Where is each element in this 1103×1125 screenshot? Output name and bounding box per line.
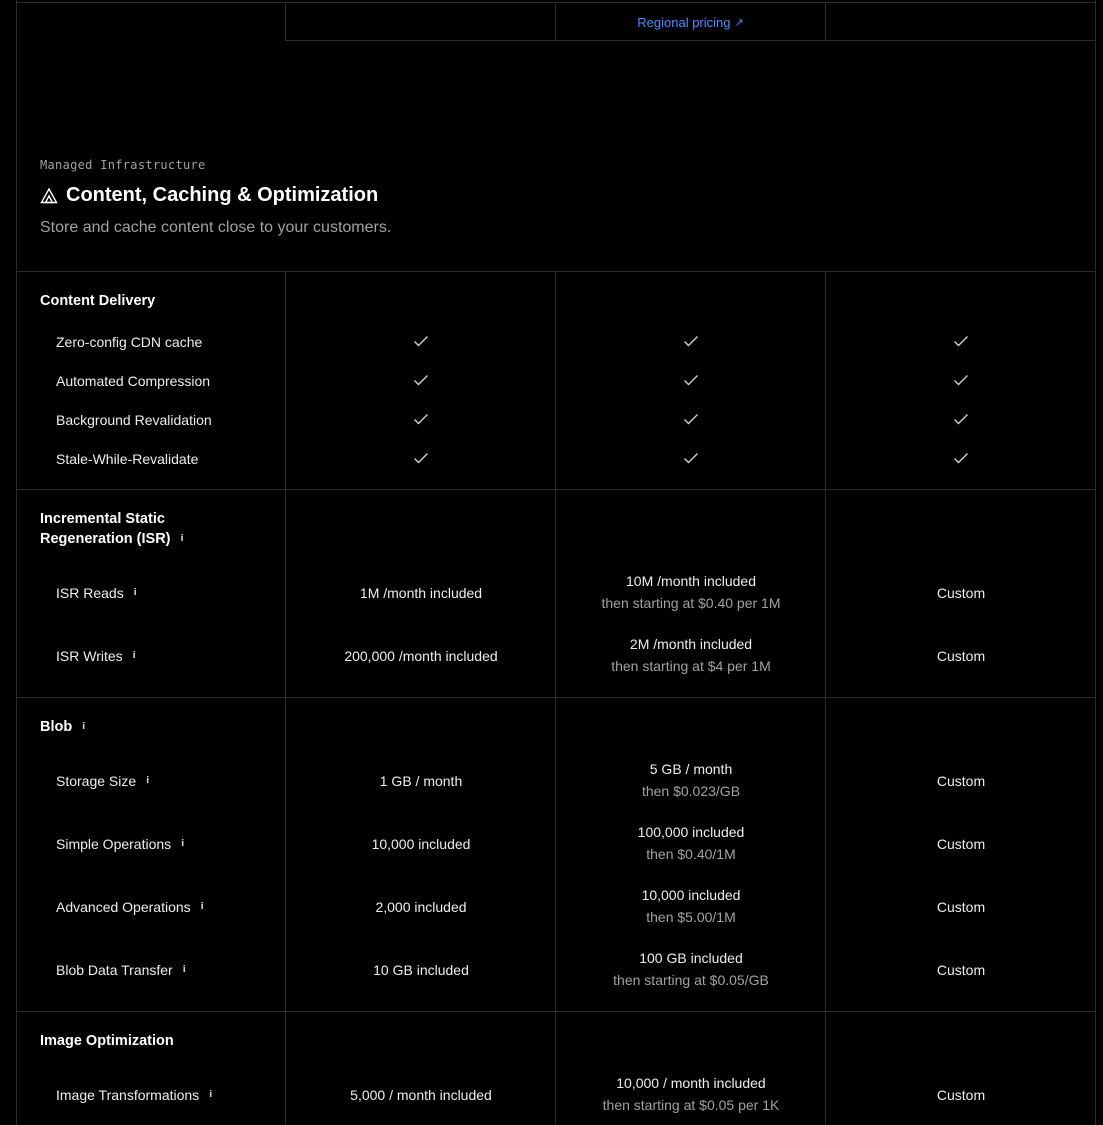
plan-header-strip [285, 2, 1096, 41]
plan-value: Custom [936, 962, 986, 978]
plan-value: 1M /month included [359, 585, 483, 601]
info-icon[interactable]: i [78, 722, 89, 733]
plan-value-main: 2M /month included [629, 636, 753, 652]
header-divider [16, 2, 286, 3]
check-icon [556, 451, 826, 467]
triangle-shapes-icon [40, 187, 58, 205]
plan-value [556, 950, 826, 988]
feature-label-text: Simple Operations [56, 836, 172, 852]
plan-value [556, 761, 826, 799]
arrow-up-right-icon: ↗ [734, 16, 744, 29]
info-icon[interactable]: i [197, 902, 208, 913]
section-title [40, 717, 89, 737]
page-title-text: Content, Caching & Optimization [66, 184, 379, 206]
feature-label-text: Blob Data Transfer [56, 962, 173, 978]
info-icon[interactable]: i [142, 776, 153, 787]
check-icon [556, 412, 826, 428]
plan-value [556, 573, 826, 611]
check-icon [286, 334, 556, 350]
page-subtitle: Store and cache content close to your customers. [40, 219, 392, 236]
section-blob [16, 697, 1096, 1012]
info-icon[interactable]: i [129, 651, 140, 662]
eyebrow-label: Managed Infrastructure [40, 158, 206, 172]
feature-label-text: Storage Size [56, 773, 137, 789]
plan-value-main: 10,000 included [641, 887, 741, 903]
feature-label: Background Revalidation [56, 412, 212, 428]
plan-value: 200,000 /month included [344, 648, 498, 664]
plan-value: Custom [936, 1087, 986, 1103]
plan-value-main: 10M /month included [626, 573, 756, 589]
info-icon[interactable]: i [205, 1090, 216, 1101]
plan-value-overage: then $5.00/1M [646, 909, 736, 925]
plan-value: 5,000 / month included [350, 1087, 492, 1103]
section-content-delivery [16, 271, 1096, 490]
check-icon [556, 334, 826, 350]
plan-value [556, 636, 826, 674]
plan-value: Custom [936, 648, 986, 664]
plan-value: Custom [936, 585, 986, 601]
feature-label: Stale-While-Revalidate [56, 451, 199, 467]
info-icon[interactable]: i [179, 965, 190, 976]
plan-value: 10 GB included [373, 962, 469, 978]
section-title-line-1: Incremental Static [40, 511, 165, 527]
feature-label-text: ISR Writes [56, 648, 123, 664]
check-icon [826, 373, 1096, 389]
plan-value: 2,000 included [375, 899, 467, 915]
column-divider [285, 1012, 286, 1125]
section-title-text: Blob [40, 719, 73, 735]
plan-value-overage: then starting at $4 per 1M [611, 658, 771, 674]
feature-label-text: Advanced Operations [56, 899, 191, 915]
feature-label [56, 1087, 216, 1103]
plan-header-col-1 [285, 3, 555, 41]
plan-value-main: 5 GB / month [649, 761, 733, 777]
check-icon [556, 373, 826, 389]
plan-value-overage: then $0.023/GB [641, 783, 741, 799]
info-icon[interactable]: i [177, 534, 188, 545]
feature-label [56, 773, 153, 789]
section-intro [40, 158, 391, 237]
plan-value [556, 824, 826, 862]
check-icon [286, 412, 556, 428]
feature-label [56, 962, 190, 978]
feature-label [56, 836, 188, 852]
plan-header-col-2 [555, 3, 825, 41]
feature-label-text: ISR Reads [56, 585, 124, 601]
plan-value-main: 100,000 included [637, 824, 745, 840]
plan-value-overage: then starting at $0.40 per 1M [601, 595, 781, 611]
info-icon[interactable]: i [130, 588, 141, 599]
plan-value-main: 100 GB included [639, 950, 743, 966]
section-isr [16, 489, 1096, 698]
plan-value: Custom [936, 836, 986, 852]
feature-label-text: Image Transformations [56, 1087, 200, 1103]
feature-label [56, 648, 140, 664]
plan-value: Custom [936, 773, 986, 789]
page-title [40, 184, 391, 207]
regional-pricing-label: Regional pricing [637, 14, 731, 30]
plan-header-col-3 [825, 3, 1096, 41]
plan-value-overage: then starting at $0.05/GB [613, 972, 769, 988]
feature-label [56, 585, 141, 601]
check-icon [286, 373, 556, 389]
plan-value-overage: then starting at $0.05 per 1K [602, 1097, 780, 1113]
check-icon [826, 412, 1096, 428]
section-title [40, 509, 188, 549]
plan-value-main: 10,000 / month included [616, 1075, 766, 1091]
check-icon [286, 451, 556, 467]
plan-value [556, 1075, 826, 1113]
feature-label [56, 899, 208, 915]
regional-pricing-link[interactable] [637, 15, 743, 30]
info-icon[interactable]: i [177, 839, 188, 850]
section-image-optimization [16, 1011, 1096, 1125]
section-title-line-2: Regeneration (ISR) [40, 531, 171, 547]
plan-value: Custom [936, 899, 986, 915]
plan-value [556, 887, 826, 925]
check-icon [826, 334, 1096, 350]
plan-value-overage: then $0.40/1M [646, 846, 736, 862]
feature-label: Automated Compression [56, 373, 211, 389]
section-title: Image Optimization [40, 1033, 174, 1049]
plan-value: 10,000 included [371, 836, 471, 852]
section-title: Content Delivery [40, 293, 156, 309]
plan-value: 1 GB / month [379, 773, 463, 789]
feature-label: Zero-config CDN cache [56, 334, 203, 350]
check-icon [826, 451, 1096, 467]
